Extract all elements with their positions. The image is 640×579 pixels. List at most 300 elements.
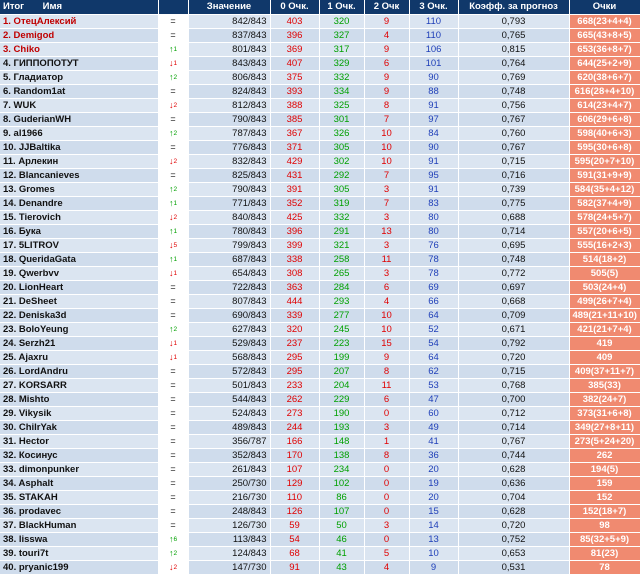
one-point-cell: 204	[319, 379, 364, 393]
table-row	[0, 155, 640, 169]
zero-points-cell: 371	[270, 141, 319, 155]
arrow-down-icon: ↓	[168, 352, 174, 362]
coefficient-cell: 0,748	[458, 253, 569, 267]
one-point-cell: 199	[319, 351, 364, 365]
equals-icon: =	[170, 366, 176, 376]
zero-points-cell: 393	[270, 85, 319, 99]
coefficient-cell: 0,760	[458, 127, 569, 141]
equals-icon: =	[170, 30, 176, 40]
three-points-cell: 10	[409, 547, 458, 561]
arrow-down-icon: ↓	[168, 58, 174, 68]
zero-points-cell: 68	[270, 547, 319, 561]
two-points-cell: 15	[364, 337, 409, 351]
table-row	[0, 421, 640, 435]
value-cell: 654/843	[188, 267, 270, 281]
three-points-cell: 20	[409, 463, 458, 477]
one-point-cell: 293	[319, 295, 364, 309]
zero-points-cell: 388	[270, 99, 319, 113]
table-row	[0, 85, 640, 99]
points-cell: 595(20+7+10)	[569, 155, 640, 169]
zero-points-cell: 110	[270, 491, 319, 505]
two-points-cell: 0	[364, 407, 409, 421]
arrow-up-icon: ↑	[168, 548, 174, 558]
player-name: 2. Demigod	[0, 29, 158, 43]
header-one-point: 1 Очк.	[319, 0, 364, 15]
position-change	[158, 29, 188, 43]
coefficient-cell: 0,709	[458, 309, 569, 323]
position-change	[158, 435, 188, 449]
table-row	[0, 113, 640, 127]
player-name: 35. STAKAH	[0, 491, 158, 505]
one-point-cell: 332	[319, 211, 364, 225]
player-name: 38. lisswa	[0, 533, 158, 547]
three-points-cell: 41	[409, 435, 458, 449]
zero-points-cell: 431	[270, 169, 319, 183]
coefficient-cell: 0,628	[458, 505, 569, 519]
points-cell: 409(37+11+7)	[569, 365, 640, 379]
one-point-cell: 302	[319, 155, 364, 169]
points-cell: 505(5)	[569, 267, 640, 281]
value-cell: 824/843	[188, 85, 270, 99]
header-zero-points: 0 Очк.	[270, 0, 319, 15]
two-points-cell: 8	[364, 365, 409, 379]
zero-points-cell: 375	[270, 71, 319, 85]
player-name: 26. LordAndru	[0, 365, 158, 379]
two-points-cell: 3	[364, 183, 409, 197]
one-point-cell: 317	[319, 43, 364, 57]
equals-icon: =	[170, 408, 176, 418]
three-points-cell: 64	[409, 351, 458, 365]
equals-icon: =	[170, 310, 176, 320]
one-point-cell: 229	[319, 393, 364, 407]
zero-points-cell: 295	[270, 351, 319, 365]
value-cell: 790/843	[188, 113, 270, 127]
equals-icon: =	[170, 422, 176, 432]
player-name: 3. Chiko	[0, 43, 158, 57]
coefficient-cell: 0,714	[458, 421, 569, 435]
three-points-cell: 78	[409, 267, 458, 281]
one-point-cell: 284	[319, 281, 364, 295]
position-change	[158, 239, 188, 253]
equals-icon: =	[170, 506, 176, 516]
one-point-cell: 102	[319, 477, 364, 491]
table-row	[0, 71, 640, 85]
table-row	[0, 211, 640, 225]
player-name: 13. Gromes	[0, 183, 158, 197]
change-amount: 2	[173, 186, 178, 193]
position-change	[158, 533, 188, 547]
value-cell: 687/843	[188, 253, 270, 267]
table-row	[0, 253, 640, 267]
one-point-cell: 327	[319, 29, 364, 43]
one-point-cell: 245	[319, 323, 364, 337]
two-points-cell: 9	[364, 71, 409, 85]
three-points-cell: 19	[409, 477, 458, 491]
zero-points-cell: 126	[270, 505, 319, 519]
position-change	[158, 281, 188, 295]
table-row	[0, 561, 640, 575]
zero-points-cell: 363	[270, 281, 319, 295]
two-points-cell: 7	[364, 197, 409, 211]
table-body	[0, 15, 640, 575]
player-name: 4. ГИППОПОТУТ	[0, 57, 158, 71]
zero-points-cell: 166	[270, 435, 319, 449]
points-cell: 557(20+6+5)	[569, 225, 640, 239]
table-row	[0, 43, 640, 57]
position-change	[158, 477, 188, 491]
arrow-up-icon: ↑	[168, 198, 174, 208]
one-point-cell: 321	[319, 239, 364, 253]
position-change	[158, 519, 188, 533]
points-cell: 85(32+5+9)	[569, 533, 640, 547]
points-cell: 584(35+4+12)	[569, 183, 640, 197]
value-cell: 832/843	[188, 155, 270, 169]
table-row	[0, 337, 640, 351]
header-coefficient: Коэфф. за прогноз	[458, 0, 569, 15]
player-name: 30. ChilrYak	[0, 421, 158, 435]
points-cell: 598(40+6+3)	[569, 127, 640, 141]
value-cell: 799/843	[188, 239, 270, 253]
points-cell: 514(18+2)	[569, 253, 640, 267]
three-points-cell: 80	[409, 211, 458, 225]
zero-points-cell: 352	[270, 197, 319, 211]
player-name: 23. BoloYeung	[0, 323, 158, 337]
arrow-up-icon: ↑	[168, 184, 174, 194]
two-points-cell: 3	[364, 421, 409, 435]
points-cell: 262	[569, 449, 640, 463]
two-points-cell: 6	[364, 393, 409, 407]
header-name: Имя	[42, 1, 63, 12]
two-points-cell: 10	[364, 309, 409, 323]
points-cell: 644(25+2+9)	[569, 57, 640, 71]
coefficient-cell: 0,768	[458, 379, 569, 393]
coefficient-cell: 0,792	[458, 337, 569, 351]
one-point-cell: 107	[319, 505, 364, 519]
points-cell: 620(38+6+7)	[569, 71, 640, 85]
player-name: 22. Deniska3d	[0, 309, 158, 323]
coefficient-cell: 0,668	[458, 295, 569, 309]
zero-points-cell: 403	[270, 15, 319, 29]
zero-points-cell: 244	[270, 421, 319, 435]
table-row	[0, 547, 640, 561]
two-points-cell: 4	[364, 295, 409, 309]
one-point-cell: 46	[319, 533, 364, 547]
value-cell: 524/843	[188, 407, 270, 421]
table-row	[0, 519, 640, 533]
coefficient-cell: 0,739	[458, 183, 569, 197]
three-points-cell: 53	[409, 379, 458, 393]
player-name: 27. KORSARR	[0, 379, 158, 393]
position-change	[158, 393, 188, 407]
table-row	[0, 477, 640, 491]
two-points-cell: 4	[364, 29, 409, 43]
position-change	[158, 323, 188, 337]
change-amount: 1	[173, 46, 178, 53]
one-point-cell: 138	[319, 449, 364, 463]
value-cell: 568/843	[188, 351, 270, 365]
three-points-cell: 66	[409, 295, 458, 309]
equals-icon: =	[170, 142, 176, 152]
position-change	[158, 127, 188, 141]
two-points-cell: 3	[364, 519, 409, 533]
three-points-cell: 110	[409, 29, 458, 43]
coefficient-cell: 0,714	[458, 225, 569, 239]
position-change	[158, 547, 188, 561]
zero-points-cell: 367	[270, 127, 319, 141]
points-cell: 616(28+4+10)	[569, 85, 640, 99]
header-two-points: 2 Очк	[364, 0, 409, 15]
coefficient-cell: 0,772	[458, 267, 569, 281]
coefficient-cell: 0,695	[458, 239, 569, 253]
player-name: 40. pryanic199	[0, 561, 158, 575]
two-points-cell: 7	[364, 113, 409, 127]
three-points-cell: 60	[409, 407, 458, 421]
position-change	[158, 183, 188, 197]
three-points-cell: 47	[409, 393, 458, 407]
three-points-cell: 13	[409, 533, 458, 547]
change-amount: 2	[173, 74, 178, 81]
coefficient-cell: 0,720	[458, 351, 569, 365]
table-row	[0, 225, 640, 239]
player-name: 9. al1966	[0, 127, 158, 141]
table-row	[0, 435, 640, 449]
equals-icon: =	[170, 380, 176, 390]
coefficient-cell: 0,769	[458, 71, 569, 85]
equals-icon: =	[170, 296, 176, 306]
table-row	[0, 295, 640, 309]
points-cell: 582(37+4+9)	[569, 197, 640, 211]
coefficient-cell: 0,531	[458, 561, 569, 575]
points-cell: 78	[569, 561, 640, 575]
position-change	[158, 295, 188, 309]
coefficient-cell: 0,720	[458, 519, 569, 533]
zero-points-cell: 320	[270, 323, 319, 337]
three-points-cell: 110	[409, 15, 458, 29]
value-cell: 627/843	[188, 323, 270, 337]
player-name: 6. Random1at	[0, 85, 158, 99]
zero-points-cell: 273	[270, 407, 319, 421]
value-cell: 790/843	[188, 183, 270, 197]
three-points-cell: 101	[409, 57, 458, 71]
value-cell: 544/843	[188, 393, 270, 407]
points-cell: 273(5+24+20)	[569, 435, 640, 449]
two-points-cell: 8	[364, 449, 409, 463]
change-amount: 1	[173, 354, 178, 361]
player-name: 12. Blancanieves	[0, 169, 158, 183]
value-cell: 690/843	[188, 309, 270, 323]
position-change	[158, 15, 188, 29]
coefficient-cell: 0,775	[458, 197, 569, 211]
coefficient-cell: 0,704	[458, 491, 569, 505]
zero-points-cell: 170	[270, 449, 319, 463]
header-three-points: 3 Очк.	[409, 0, 458, 15]
points-cell: 194(5)	[569, 463, 640, 477]
value-cell: 776/843	[188, 141, 270, 155]
two-points-cell: 5	[364, 547, 409, 561]
three-points-cell: 52	[409, 323, 458, 337]
player-name: 15. Tierovich	[0, 211, 158, 225]
player-name: 36. prodavec	[0, 505, 158, 519]
three-points-cell: 88	[409, 85, 458, 99]
arrow-up-icon: ↑	[168, 128, 174, 138]
position-change	[158, 169, 188, 183]
arrow-up-icon: ↑	[168, 534, 174, 544]
points-cell: 555(16+2+3)	[569, 239, 640, 253]
three-points-cell: 69	[409, 281, 458, 295]
points-cell: 152(18+7)	[569, 505, 640, 519]
zero-points-cell: 429	[270, 155, 319, 169]
points-cell: 81(23)	[569, 547, 640, 561]
one-point-cell: 148	[319, 435, 364, 449]
position-change	[158, 253, 188, 267]
two-points-cell: 0	[364, 533, 409, 547]
one-point-cell: 329	[319, 57, 364, 71]
arrow-up-icon: ↑	[168, 226, 174, 236]
equals-icon: =	[170, 464, 176, 474]
table-row	[0, 267, 640, 281]
value-cell: 842/843	[188, 15, 270, 29]
table-row	[0, 141, 640, 155]
change-amount: 1	[173, 256, 178, 263]
two-points-cell: 13	[364, 225, 409, 239]
one-point-cell: 291	[319, 225, 364, 239]
equals-icon: =	[170, 450, 176, 460]
position-change	[158, 337, 188, 351]
position-change	[158, 491, 188, 505]
equals-icon: =	[170, 114, 176, 124]
player-name: 8. GuderianWH	[0, 113, 158, 127]
one-point-cell: 277	[319, 309, 364, 323]
points-cell: 349(27+8+11)	[569, 421, 640, 435]
two-points-cell: 9	[364, 85, 409, 99]
one-point-cell: 305	[319, 141, 364, 155]
three-points-cell: 95	[409, 169, 458, 183]
table-row	[0, 351, 640, 365]
arrow-down-icon: ↓	[168, 268, 174, 278]
one-point-cell: 320	[319, 15, 364, 29]
table-row	[0, 281, 640, 295]
table-row	[0, 393, 640, 407]
two-points-cell: 11	[364, 253, 409, 267]
points-cell: 152	[569, 491, 640, 505]
points-cell: 614(23+4+7)	[569, 99, 640, 113]
two-points-cell: 6	[364, 281, 409, 295]
table-row	[0, 323, 640, 337]
points-cell: 665(43+8+5)	[569, 29, 640, 43]
three-points-cell: 14	[409, 519, 458, 533]
change-amount: 1	[173, 60, 178, 67]
arrow-down-icon: ↓	[168, 338, 174, 348]
change-amount: 2	[173, 326, 178, 333]
player-name: 25. Ajaxru	[0, 351, 158, 365]
one-point-cell: 190	[319, 407, 364, 421]
position-change	[158, 421, 188, 435]
player-name: 29. Vikysik	[0, 407, 158, 421]
zero-points-cell: 129	[270, 477, 319, 491]
value-cell: 843/843	[188, 57, 270, 71]
points-cell: 653(36+8+7)	[569, 43, 640, 57]
coefficient-cell: 0,767	[458, 435, 569, 449]
two-points-cell: 10	[364, 127, 409, 141]
three-points-cell: 80	[409, 225, 458, 239]
two-points-cell: 8	[364, 99, 409, 113]
position-change	[158, 57, 188, 71]
position-change	[158, 43, 188, 57]
player-name: 31. Hector	[0, 435, 158, 449]
arrow-down-icon: ↓	[168, 212, 174, 222]
two-points-cell: 0	[364, 463, 409, 477]
arrow-down-icon: ↓	[168, 100, 174, 110]
player-name: 37. BlackHuman	[0, 519, 158, 533]
change-amount: 2	[173, 102, 178, 109]
table-row	[0, 463, 640, 477]
coefficient-cell: 0,716	[458, 169, 569, 183]
three-points-cell: 91	[409, 99, 458, 113]
zero-points-cell: 391	[270, 183, 319, 197]
change-amount: 2	[173, 214, 178, 221]
arrow-up-icon: ↑	[168, 72, 174, 82]
coefficient-cell: 0,764	[458, 57, 569, 71]
arrow-up-icon: ↑	[168, 44, 174, 54]
value-cell: 780/843	[188, 225, 270, 239]
value-cell: 837/843	[188, 29, 270, 43]
three-points-cell: 76	[409, 239, 458, 253]
table-row	[0, 491, 640, 505]
value-cell: 356/787	[188, 435, 270, 449]
value-cell: 806/843	[188, 71, 270, 85]
coefficient-cell: 0,765	[458, 29, 569, 43]
coefficient-cell: 0,688	[458, 211, 569, 225]
table-row	[0, 127, 640, 141]
three-points-cell: 36	[409, 449, 458, 463]
two-points-cell: 10	[364, 141, 409, 155]
coefficient-cell: 0,767	[458, 113, 569, 127]
player-name: 33. dimonpunker	[0, 463, 158, 477]
coefficient-cell: 0,715	[458, 155, 569, 169]
equals-icon: =	[170, 16, 176, 26]
two-points-cell: 1	[364, 435, 409, 449]
position-change	[158, 351, 188, 365]
two-points-cell: 3	[364, 211, 409, 225]
one-point-cell: 292	[319, 169, 364, 183]
points-cell: 385(33)	[569, 379, 640, 393]
equals-icon: =	[170, 282, 176, 292]
value-cell: 250/730	[188, 477, 270, 491]
zero-points-cell: 396	[270, 225, 319, 239]
two-points-cell: 10	[364, 155, 409, 169]
coefficient-cell: 0,744	[458, 449, 569, 463]
value-cell: 248/843	[188, 505, 270, 519]
three-points-cell: 83	[409, 197, 458, 211]
player-name: 7. WUK	[0, 99, 158, 113]
header-row	[0, 0, 640, 15]
table-row	[0, 449, 640, 463]
one-point-cell: 326	[319, 127, 364, 141]
header-total: Итог	[3, 1, 25, 12]
change-amount: 1	[173, 200, 178, 207]
three-points-cell: 64	[409, 309, 458, 323]
one-point-cell: 86	[319, 491, 364, 505]
coefficient-cell: 0,715	[458, 365, 569, 379]
coefficient-cell: 0,628	[458, 463, 569, 477]
position-change	[158, 561, 188, 575]
table-row	[0, 197, 640, 211]
zero-points-cell: 385	[270, 113, 319, 127]
player-name: 28. Mishto	[0, 393, 158, 407]
zero-points-cell: 444	[270, 295, 319, 309]
two-points-cell: 0	[364, 491, 409, 505]
value-cell: 113/843	[188, 533, 270, 547]
